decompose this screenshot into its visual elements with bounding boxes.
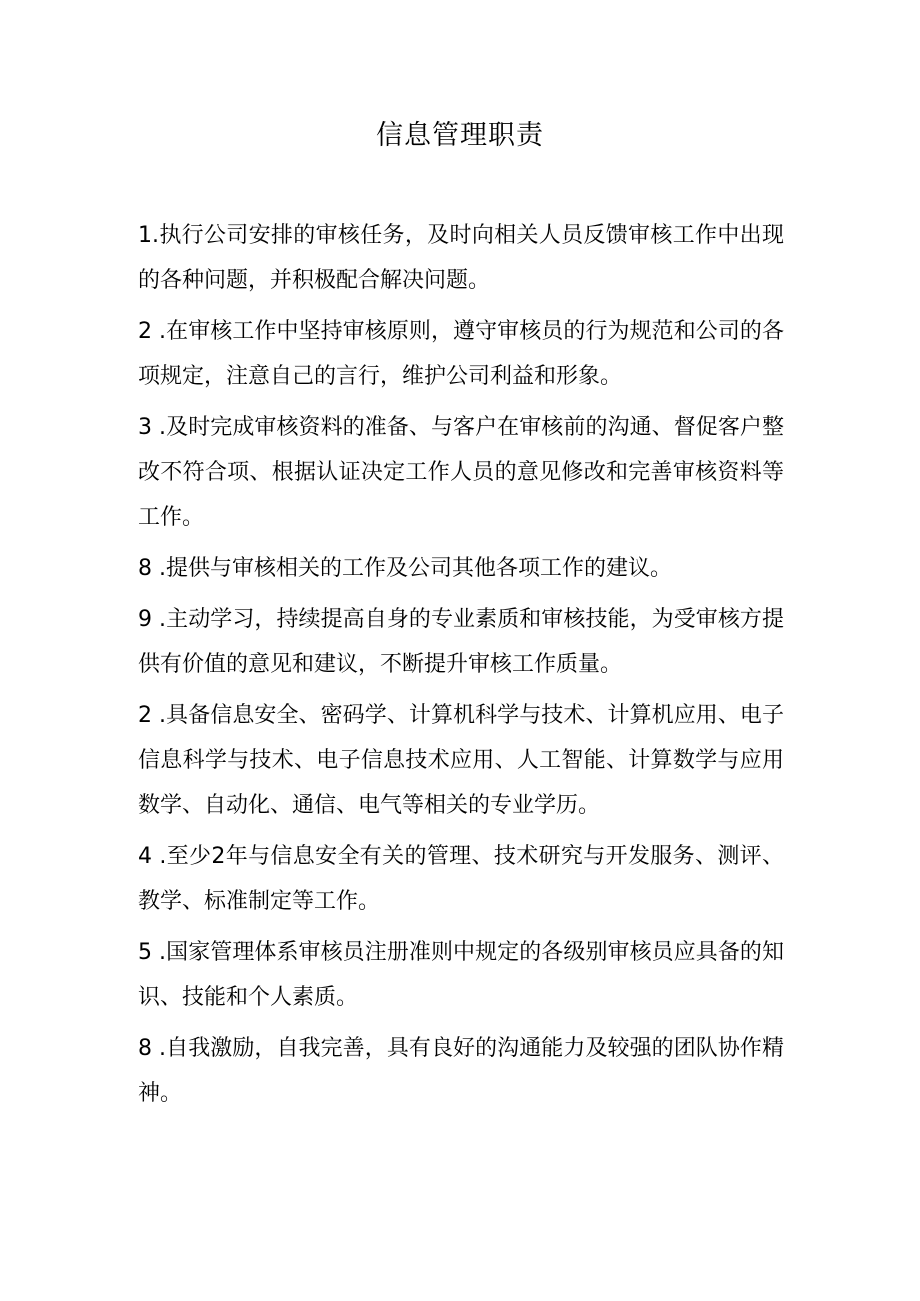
item-number: 5 . [138, 940, 167, 965]
page-title: 信息管理职责 [376, 120, 544, 151]
list-item [138, 309, 784, 399]
item-number: 2 . [138, 319, 167, 344]
list-item [138, 597, 784, 687]
item-text: 及时完成审核资料的准备、与客户在审核前的沟通、督促客户整改不符合项、根据认证决定工作人员的意见修改和完善审核资料等工作。 [138, 415, 784, 530]
list-item [138, 213, 784, 303]
item-number: 9 . [138, 607, 167, 632]
list-item [138, 1026, 784, 1116]
list-item [138, 405, 784, 540]
item-number: 4 . [138, 844, 167, 869]
list-item [138, 930, 784, 1020]
list-item [138, 834, 784, 924]
item-number: 1. [138, 223, 159, 248]
item-number: 3 . [138, 415, 167, 440]
duty-list [138, 213, 784, 1122]
item-text: 具备信息安全、密码学、计算机科学与技术、计算机应用、电子信息科学与技术、电子信息技术应用、人工智能、计算数学与应用数学、自动化、通信、电气等相关的专业学历。 [138, 703, 784, 818]
item-text: 执行公司安排的审核任务，及时向相关人员反馈审核工作中出现的各种问题，并积极配合解决问题。 [138, 223, 784, 293]
item-text: 至少2年与信息安全有关的管理、技术研究与开发服务、测评、教学、标准制定等工作。 [138, 844, 785, 914]
item-number: 8 . [138, 556, 166, 581]
item-text: 国家管理体系审核员注册准则中规定的各级别审核员应具备的知识、技能和个人素质。 [138, 940, 784, 1010]
item-text: 在审核工作中坚持审核原则，遵守审核员的行为规范和公司的各项规定，注意自己的言行，维护公司利益和形象。 [138, 319, 784, 389]
item-text: 主动学习，持续提高自身的专业素质和审核技能，为受审核方提供有价值的意见和建议，不断提升审核工作质量。 [138, 607, 784, 677]
list-item [138, 693, 784, 828]
item-text: 自我激励，自我完善，具有良好的沟通能力及较强的团队协作精神。 [138, 1036, 784, 1106]
item-number: 8 . [138, 1036, 167, 1061]
item-text: 提供与审核相关的工作及公司其他各项工作的建议。 [165, 556, 672, 581]
item-number: 2 . [138, 703, 167, 728]
list-item [138, 546, 784, 591]
